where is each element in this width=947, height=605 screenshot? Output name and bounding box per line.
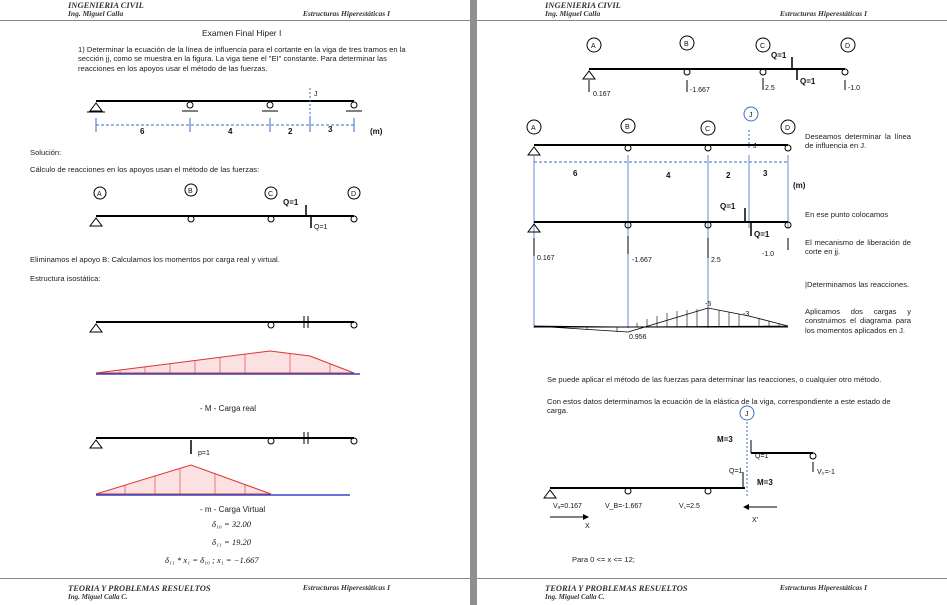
calc-label: Cálculo de reacciones en los apoyos usan el método de las fuerzas:	[30, 165, 260, 174]
dim-unit: (m)	[793, 181, 806, 190]
solution-label: Solución:	[30, 148, 62, 157]
dim-unit: (m)	[370, 127, 383, 136]
beam-main	[527, 107, 806, 341]
moment-diagram-real	[96, 351, 360, 374]
footer-right: Estructuras Hiperestáticas I	[302, 583, 390, 592]
dim-4: 4	[228, 127, 233, 136]
header-line2: Ing. Miguel Calla	[545, 9, 601, 18]
j-circle-bottom: J	[745, 411, 749, 418]
page-footer	[0, 578, 470, 605]
real-caption: - M - Carga real	[200, 404, 257, 413]
ra-value: 0.167	[593, 91, 611, 98]
dim-2: 2	[288, 127, 293, 136]
support-d2: D	[785, 125, 791, 132]
note-reactions: |Determinamos las reacciones.	[805, 280, 910, 289]
rc-main: 2.5	[711, 257, 721, 264]
x-axis-label: X	[585, 523, 590, 530]
beam-top-reactions	[583, 36, 860, 98]
vc-label: V꜀=2.5	[679, 503, 700, 510]
support-c: C	[268, 191, 274, 198]
exam-title: Examen Final Hiper I	[202, 28, 282, 38]
q-label-top: Q=1	[283, 198, 299, 207]
q-label-bottom: Q=1	[800, 77, 816, 86]
q-free-top: Q=1	[755, 453, 769, 460]
page-footer	[477, 578, 947, 605]
p-label: p=1	[198, 450, 210, 457]
support-d: D	[351, 191, 357, 198]
support-c2: C	[705, 126, 711, 133]
note-point: En ese punto colocamos	[805, 210, 889, 219]
support-a: A	[591, 43, 596, 50]
right-page	[477, 0, 947, 605]
support-b: B	[684, 41, 689, 48]
m-value-5: -5	[705, 301, 712, 308]
dim-6: 6	[573, 169, 578, 178]
rb-main: -1.667	[632, 257, 652, 264]
ra-main: 0.167	[537, 255, 555, 262]
virtual-caption: - m - Carga Virtual	[200, 505, 266, 514]
footer-line1: TEORIA Y PROBLEMAS RESUELTOS	[68, 583, 211, 593]
header-line1: INGENIERIA CIVIL	[68, 0, 144, 10]
support-b2: B	[625, 124, 630, 131]
note-desired: Deseamos determinar la línea de influencia en J.	[805, 132, 911, 151]
header-line1: INGENIERIA CIVIL	[545, 0, 621, 10]
q-free-bottom: Q=1	[729, 468, 743, 475]
dim-6: 6	[140, 127, 145, 136]
beam-isostatic	[90, 316, 357, 332]
data-text: Con estos datos determinamos la ecuación de la elástica de la viga, correspondiente a este estado de carga.	[547, 397, 891, 416]
cut-label: J	[314, 91, 318, 98]
header-right: Estructuras Hiperestáticas I	[302, 9, 390, 18]
header-line2: Ing. Miguel Calla	[68, 9, 124, 18]
header-right: Estructuras Hiperestáticas I	[779, 9, 867, 18]
q-label-main-bottom: Q=1	[754, 230, 770, 239]
m3-bottom: M=3	[757, 478, 773, 487]
right-drawings	[477, 0, 947, 605]
method-text: Se puede aplicar el método de las fuerzas para determinar las reacciones, o cualquier otro método.	[547, 375, 882, 384]
m-value-0956: 0.956	[629, 334, 647, 341]
support-c: C	[760, 43, 766, 50]
rb-value: -1.667	[690, 87, 710, 94]
problem-statement: 1) Determinar la ecuación de la línea de influencia para el cortante en la viga de tres tramos en la sección jj, como se muestra en la figura. La viga tiene el "EI" constante. Para determinar las reacciones en los apoyos usar el método de las fuerzas.	[78, 45, 406, 73]
isostatic-label: Estructura isostática:	[30, 274, 101, 283]
formula-d11: δ₁₁ = 19.20	[212, 537, 251, 547]
beam-free-body	[544, 406, 835, 530]
support-a2: A	[531, 125, 536, 132]
note-mechanism: El mecanismo de liberación de corte en jj.	[805, 238, 911, 257]
range-text: Para 0 <= x <= 12;	[572, 555, 635, 564]
x-prime-label: X'	[752, 517, 759, 524]
vb-label: V_B=-1.667	[605, 503, 643, 510]
m-value-3: -3	[743, 311, 750, 318]
dim-3: 3	[328, 125, 333, 134]
j-label-beam: J	[753, 143, 757, 150]
beam-problem	[87, 88, 383, 136]
formula-d10: δ₁₀ = 32.00	[212, 519, 251, 529]
q-label-main-top: Q=1	[720, 202, 736, 211]
va-label: Vₐ=0.167	[553, 503, 582, 510]
eliminate-label: Eliminamos el apoyo B: Calculamos los momentos por carga real y virtual.	[30, 255, 280, 264]
formula-x1: δ₁₁ * x₁ = δ₁₀ ; x₁ = −1.667	[165, 555, 259, 565]
beam-q	[90, 184, 360, 231]
dim-2: 2	[726, 171, 731, 180]
support-d: D	[845, 43, 851, 50]
support-a: A	[97, 191, 102, 198]
rd-main: -1.0	[762, 251, 775, 258]
left-page	[0, 0, 470, 605]
j-circle-label: J	[749, 112, 753, 119]
note-moments: Aplicamos dos cargas y construimos el diagrama para los momentos aplicados en J.	[805, 307, 911, 335]
support-b: B	[188, 188, 193, 195]
rd-value: -1.0	[848, 85, 861, 92]
vd-label: V₀=-1	[817, 469, 835, 476]
footer-right: Estructuras Hiperestáticas I	[779, 583, 867, 592]
q-label-top: Q=1	[771, 51, 787, 60]
q-label-bottom: Q=1	[314, 224, 328, 231]
beam-virtual	[90, 432, 357, 457]
rc-value: 2.5	[765, 85, 775, 92]
m3-top: M=3	[717, 435, 733, 444]
moment-diagram-virtual	[96, 465, 350, 495]
dim-3: 3	[763, 169, 768, 178]
footer-line2: Ing. Miguel Calla C.	[545, 593, 605, 601]
dim-4: 4	[666, 171, 671, 180]
footer-line1: TEORIA Y PROBLEMAS RESUELTOS	[545, 583, 688, 593]
footer-line2: Ing. Miguel Calla C.	[68, 593, 128, 601]
